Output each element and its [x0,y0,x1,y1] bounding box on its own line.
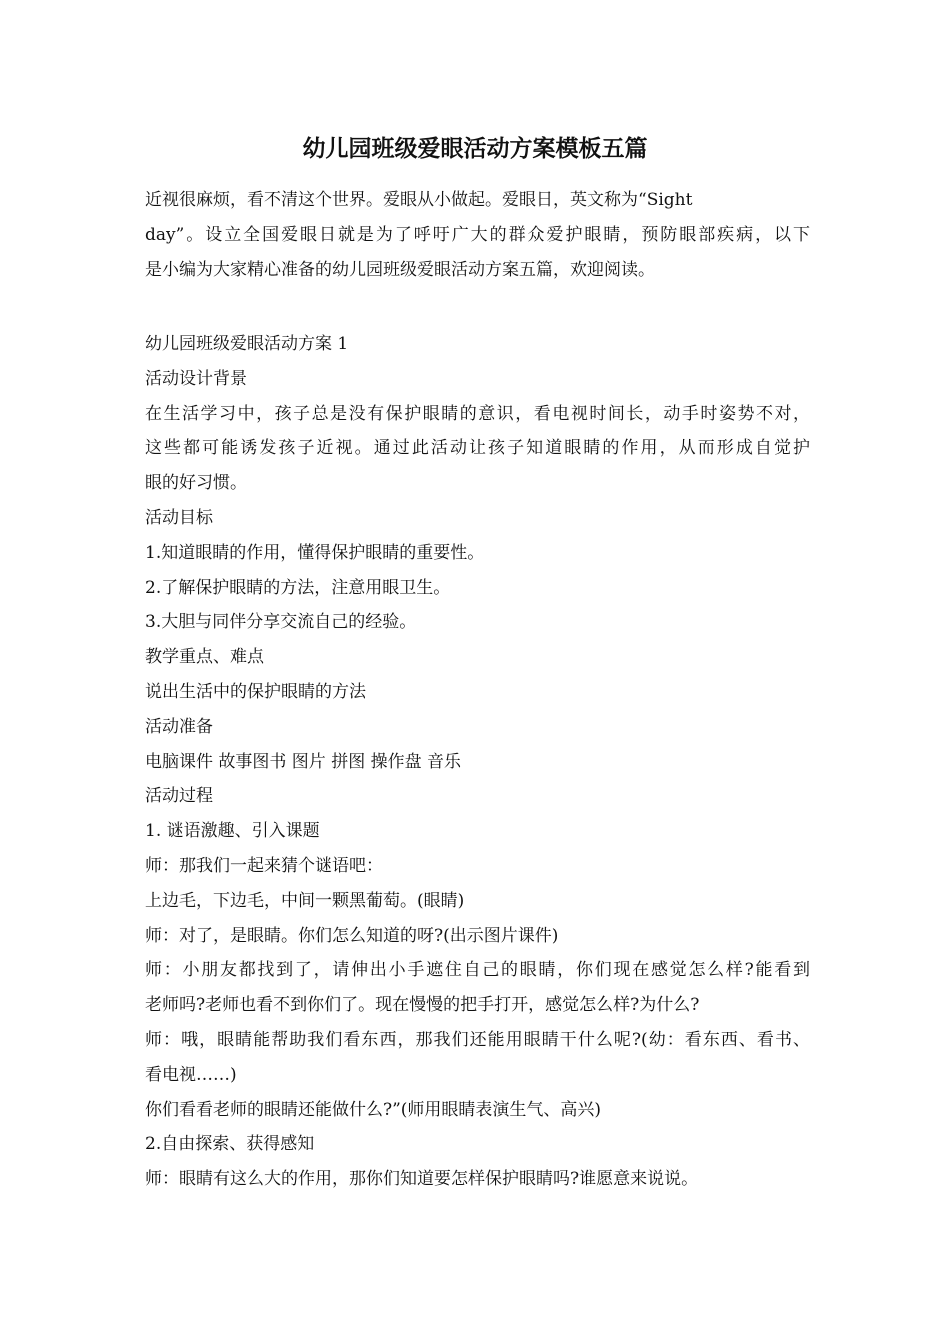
list-item: 1.知道眼睛的作用，懂得保护眼睛的重要性。 [145,542,485,563]
section-heading: 幼儿园班级爱眼活动方案 1 [145,334,349,354]
intro-line: 近视很麻烦，看不清这个世界。爱眼从小做起。爱眼日，英文称为“Sight [145,190,693,210]
body-line: 师：小朋友都找到了，请伸出小手遮住自己的眼睛，你们现在感觉怎么样?能看到 [145,960,810,981]
subheading: 活动设计背景 [145,368,247,389]
list-item: 1. 谜语激趣、引入课题 [145,821,320,842]
body-line: 师：眼睛有这么大的作用，那你们知道要怎样保护眼睛吗?谁愿意来说说。 [145,1169,699,1190]
body-line: 师：对了，是眼睛。你们怎么知道的呀?(出示图片课件) [145,925,559,946]
list-item: 2.自由探索、获得感知 [145,1134,315,1155]
body-line: 在生活学习中，孩子总是没有保护眼睛的意识，看电视时间长，动手时姿势不对， [145,403,810,424]
body-line: 师：那我们一起来猜个谜语吧： [145,855,383,876]
intro-line: day”。设立全国爱眼日就是为了呼吁广大的群众爱护眼睛，预防眼部疾病，以下 [145,225,810,245]
intro-paragraph [145,183,810,288]
body-line: 师：哦，眼睛能帮助我们看东西，那我们还能用眼睛干什么呢?(幼：看东西、看书、 [145,1029,810,1050]
document-body [145,327,810,1197]
body-line: 这些都可能诱发孩子近视。通过此活动让孩子知道眼睛的作用，从而形成自觉护 [145,438,810,459]
subheading: 活动准备 [145,716,213,737]
body-line: 上边毛，下边毛，中间一颗黑葡萄。(眼睛) [145,890,465,911]
body-line: 眼的好习惯。 [145,473,247,494]
list-item: 3.大胆与同伴分享交流自己的经验。 [145,612,417,633]
list-item: 2.了解保护眼睛的方法，注意用眼卫生。 [145,577,451,598]
subheading: 活动目标 [145,507,213,528]
body-line: 老师吗?老师也看不到你们了。现在慢慢的把手打开，感觉怎么样?为什么? [145,995,700,1016]
body-line: 说出生活中的保护眼睛的方法 [145,681,366,702]
document-title: 幼儿园班级爱眼活动方案模板五篇 [302,135,648,162]
body-line: 看电视……) [145,1064,237,1085]
body-line: 你们看看老师的眼睛还能做什么?”(师用眼睛表演生气、高兴) [145,1099,602,1120]
body-line: 电脑课件 故事图书 图片 拼图 操作盘 音乐 [145,751,462,772]
subheading: 教学重点、难点 [145,647,264,668]
subheading: 活动过程 [145,786,213,807]
intro-line: 是小编为大家精心准备的幼儿园班级爱眼活动方案五篇，欢迎阅读。 [145,260,655,280]
